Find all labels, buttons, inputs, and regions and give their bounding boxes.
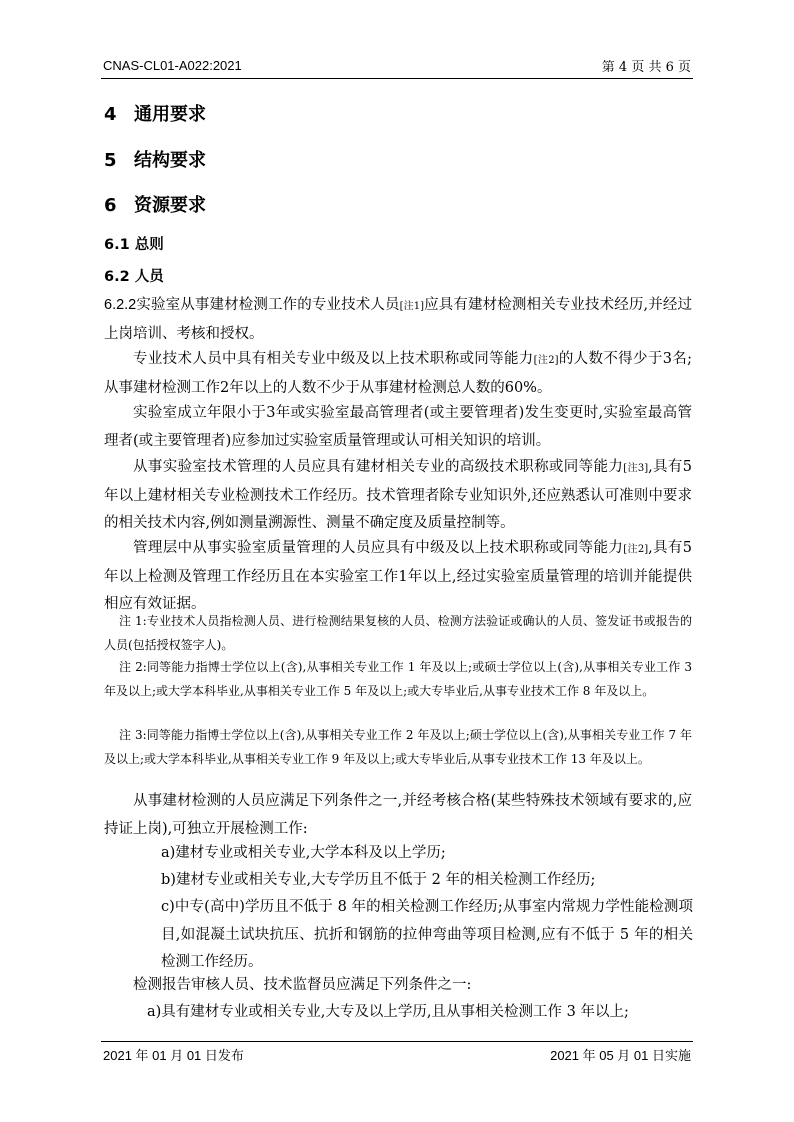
list-item-reviewer-a: a)具有建材专业或相关专业,大专及以上学历,且从事相关检测工作 3 年以上; [147,1004,629,1020]
heading-number: 4 [104,104,117,125]
heading-6-1: 6.1 总则 [104,237,164,253]
heading-number: 5 [104,150,117,171]
heading-title: 资源要求 [134,195,206,216]
heading-6 [104,191,206,217]
effective-date: 2021 年 05 月 01 日实施 [550,1048,691,1063]
list-item-a: a)建材专业或相关专业,大学本科及以上学历; [161,845,446,861]
paragraph-report-reviewer: 检测报告审核人员、技术监督员应满足下列条件之一: [133,977,472,993]
header-rule [101,78,693,79]
note-1: 注 1:专业技术人员指检测人员、进行检测结果复核的人员、检测方法验证或确认的人员、签发证书或报告的人员(包括授权签字人)。 [104,614,692,652]
list-item-c: c)中专(高中)学历且不低于 8 年的相关检测工作经历;从事室内常规力学性能检测项目,如混凝土试块抗压、抗折和钢筋的拉伸弯曲等项目检测,应有不低于 5 年的相关检测工作经历。 [161,899,693,970]
list-item-b: b)建材专业或相关专业,大专学历且不低于 2 年的相关检测工作经历; [161,872,596,888]
paragraph-text: 管理层中从事实验室质量管理的人员应具有中级及以上技术职称或同等能力 [133,540,624,556]
note-ref: [注2] [533,355,559,366]
paragraph-text: ,具有5年以上检测及管理工作经历且在本实验室工作1年以上,经过实验室质量管理的培训并能提供相应有效证据。 [104,540,692,612]
paragraph-text: 实验室从事建材检测工作的专业技术人员 [136,297,400,313]
paragraph-testing-personnel: 从事建材检测的人员应满足下列条件之一,并经考核合格(某些特殊技术领域有要求的,应持证上岗),可独立开展检测工作: [104,793,692,837]
paragraph-staff-count [104,346,692,402]
paragraph-management-training: 实验室成立年限小于3年或实验室最高管理者(或主要管理者)发生变更时,实验室最高管理者(或主要管理者)应参加过实验室质量管理或认可相关知识的培训。 [104,405,692,449]
note-ref: [注1] [399,301,425,312]
paragraph-text: 的人数不得少于3名;从事建材检测工作2年以上的人数不少于从事建材检测总人数的60%。 [104,351,692,396]
footer-rule [101,1041,693,1042]
note-2: 注 2:同等能力指博士学位以上(含),从事相关专业工作 1 年及以上;或硕士学位以上(含),从事相关专业工作 3 年及以上;或大学本科毕业,从事相关专业工作 5 年及以上;或大专毕业后,从事专业技术工作 8 年及以上。 [104,660,692,698]
heading-title: 结构要求 [134,150,206,171]
paragraph-text: 应具有建材检测相关专业技术经历,并经过上岗培训、考核和授权。 [104,297,692,342]
heading-4 [104,100,206,126]
issue-date: 2021 年 01 月 01 日发布 [103,1048,244,1063]
note-ref: [注3] [623,463,649,474]
paragraph-quality-manager [104,535,692,619]
note-3: 注 3:同等能力指博士学位以上(含),从事相关专业工作 2 年及以上;硕士学位以上(含),从事相关专业工作 7 年及以上;或大学本科毕业,从事相关专业工作 9 年及以上;或大专毕业后,从事专业技术工作 13 年及以上。 [104,728,692,766]
paragraph-6-2-2 [104,292,692,348]
paragraph-text: 专业技术人员中具有相关专业中级及以上技术职称或同等能力 [133,351,534,367]
heading-5 [104,146,206,172]
page-number: 第 4 页 共 6 页 [601,60,691,75]
paragraph-technical-manager [104,454,692,538]
heading-6-2: 6.2 人员 [104,269,164,285]
paragraph-text: ,具有5年以上建材相关专业检测技术工作经历。技术管理者除专业知识外,还应熟悉认可准则中要求的相关技术内容,例如测量溯源性、测量不确定度及质量控制等。 [104,459,692,531]
document-id: CNAS-CL01-A022:2021 [103,58,242,73]
paragraph-text: 从事实验室技术管理的人员应具有建材相关专业的高级技术职称或同等能力 [133,459,624,475]
note-ref: [注2] [623,544,649,555]
heading-number: 6 [104,195,117,216]
clause-number: 6.2.2 [104,297,137,313]
heading-title: 通用要求 [134,104,206,125]
